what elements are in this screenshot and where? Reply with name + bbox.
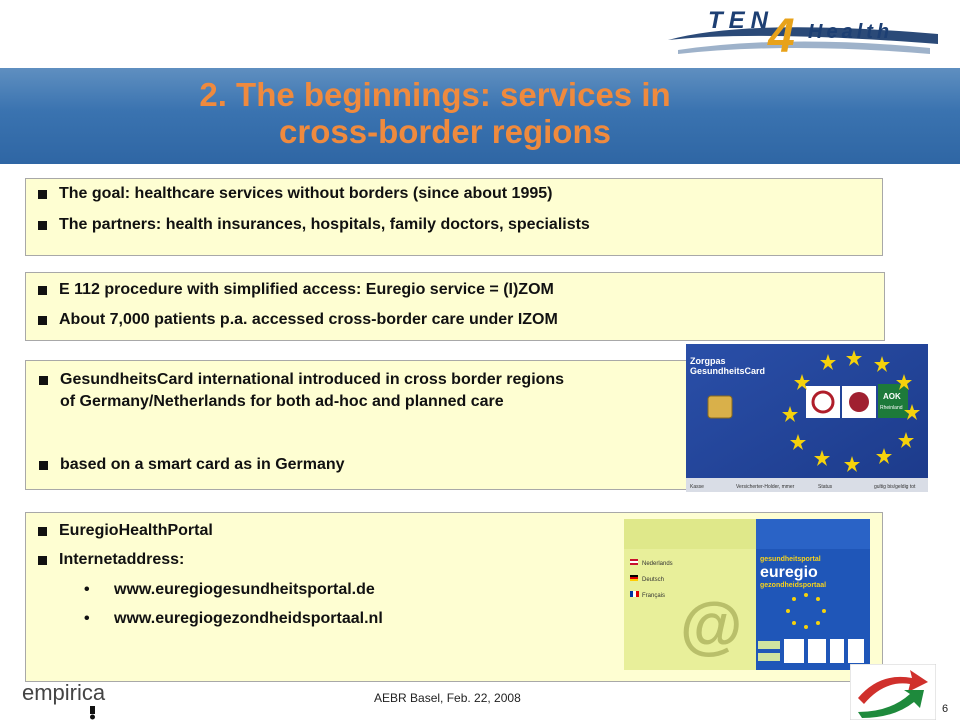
bullet-text: GesundheitsCard international introduced in cross border regions of Germany/Netherlands for both ad-hoc and planned care	[60, 371, 565, 410]
aok-text: AOK	[883, 392, 901, 401]
bullet-text: E 112 procedure with simplified access: Euregio service = (I)ZOM	[59, 281, 554, 298]
gesundheitscard-box	[25, 360, 689, 490]
card-footer-3: Status	[818, 484, 833, 490]
square-bullet-icon	[38, 190, 47, 199]
dot-bullet-icon: •	[84, 610, 90, 627]
title-line-1: 2. The beginnings: services in	[199, 76, 671, 113]
portal-link-nl[interactable]: www.euregiogezondheidsportaal.nl	[114, 610, 383, 627]
card-footer-2: Versicherter-Holder, mmer	[736, 484, 795, 490]
ten4health-logo	[668, 4, 938, 66]
bullet-text: Internetaddress:	[59, 551, 185, 568]
bullet-text: The goal: healthcare services without borders (since about 1995)	[59, 185, 553, 202]
square-bullet-icon	[38, 316, 47, 325]
portal-link-de[interactable]: www.euregiogesundheitsportal.de	[114, 581, 375, 598]
square-bullet-icon	[38, 286, 47, 295]
bullet-text: The partners: health insurances, hospitals, family doctors, specialists	[59, 216, 590, 233]
page-number: 6	[942, 703, 949, 715]
square-bullet-icon	[39, 376, 48, 385]
logo-four: 4	[768, 10, 795, 63]
brand-bot: gezondheidsportaal	[760, 582, 827, 589]
card-footer-1: Kasse	[690, 484, 704, 490]
arrows-logo	[850, 664, 936, 720]
square-bullet-icon	[38, 556, 47, 565]
dot-bullet-icon: •	[84, 581, 90, 598]
at-symbol: @	[680, 589, 743, 661]
empirica-logo	[22, 680, 142, 720]
goal-box	[25, 178, 883, 256]
empirica-text: empirica	[22, 680, 106, 705]
brand-mid: euregio	[760, 564, 818, 581]
chip-icon	[708, 396, 732, 418]
bullet-text: EuregioHealthPortal	[59, 522, 213, 539]
square-bullet-icon	[38, 221, 47, 230]
aok-logo	[878, 384, 908, 418]
aok-sub: Rheinland	[880, 405, 903, 411]
square-bullet-icon	[38, 527, 47, 536]
bullet-text: About 7,000 patients p.a. accessed cross-border care under IZOM	[59, 311, 558, 328]
logo-ten: TEN	[708, 7, 774, 34]
lang-nl: Nederlands	[642, 561, 673, 567]
card-title-2: GesundheitsCard	[690, 366, 766, 376]
portal-screenshot-image	[624, 519, 870, 670]
lang-de: Deutsch	[642, 577, 665, 583]
bullet-text: based on a smart card as in Germany	[60, 456, 345, 473]
gesundheitscard-image	[686, 344, 928, 492]
square-bullet-icon	[39, 461, 48, 470]
logo-health: Health	[808, 21, 894, 43]
lang-fr: Français	[642, 593, 666, 599]
brand-top: gesundheitsportal	[760, 556, 821, 563]
card-footer-4: gultig bis/geldig tot	[874, 484, 916, 490]
card-title-1: Zorgpas	[690, 356, 726, 366]
e112-box	[25, 272, 885, 341]
title-line-2: cross-border regions	[279, 113, 611, 150]
footer-event: AEBR Basel, Feb. 22, 2008	[374, 691, 521, 705]
slide-title	[0, 76, 960, 150]
